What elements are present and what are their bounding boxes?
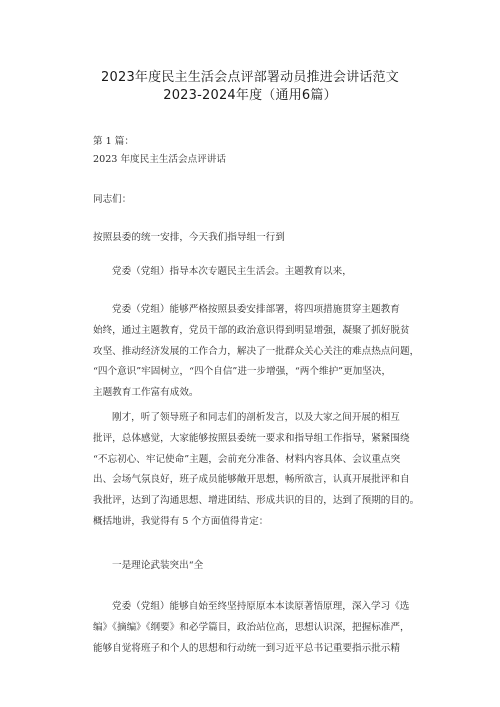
paragraph-line: 能够自觉将班子和个人的思想和行动统一到习近平总书记重要指示批示精 <box>93 642 400 654</box>
paragraph-line: 一是理论武装突出“全 <box>112 560 204 571</box>
paragraph-line: 攻坚、推动经济发展的工作合力，解决了一批群众关心关注的难点热点问题， <box>93 345 420 357</box>
section-label: 第 1 篇： <box>93 136 134 147</box>
paragraph-4 <box>93 408 420 533</box>
paragraph-line: 刚才，听了领导班子和同志们的剖析发言，以及大家之间开展的相互 <box>112 412 400 423</box>
paragraph-line: 批评，总体感觉，大家能够按照县委统一要求和指导组工作指导，紧紧围绕 <box>93 432 410 444</box>
document-title: 2023年度民主生活会点评部署动员推进会讲话范文 <box>101 70 399 85</box>
paragraph-1 <box>93 228 417 249</box>
paragraph-line: 党委（党组）能够自始至终坚持原原本本读原著悟原理，深入学习《选 <box>112 601 410 612</box>
paragraph-line: 编》《摘编》《纲要》和必学篇目，政治站位高，思想认识深，把握标准严， <box>93 621 410 633</box>
paragraph-line: “不忘初心、牢记使命”主题，会前充分准备、材料内容具体、会议重点突 <box>93 453 401 465</box>
paragraph-line: 我批评，达到了沟通思想、增进团结、形成共识的目的，达到了预期的目的。 <box>93 495 420 507</box>
salutation: 同志们： <box>93 194 132 205</box>
paragraph-line: 主题教育工作富有成效。 <box>93 387 199 399</box>
section-title: 2023 年度民主生活会点评讲话 <box>93 154 226 165</box>
paragraph-line: “四个意识”牢固树立，“四个自信”进一步增强，“两个维护”更加坚决， <box>93 366 392 378</box>
paragraph-line: 出、会场气氛良好，班子成员能够敞开思想，畅所欲言，认真开展批评和自 <box>93 474 410 486</box>
paragraph-line: 按照县委的统一安排，今天我们指导组一行到 <box>93 232 285 243</box>
paragraph-line: 概括地讲，我觉得有 5 个方面值得肯定： <box>93 515 269 527</box>
paragraph-line: 党委（党组）能够严格按照县委安排部署，将四项措施贯穿主题教育 <box>112 304 400 315</box>
paragraph-line: 党委（党组）指导本次专题民主生活会。主题教育以来， <box>112 266 352 277</box>
paragraph-line: 始终，通过主题教育，党员干部的政治意识得到明显增强，凝聚了抓好脱贫 <box>93 324 410 336</box>
paragraph-6 <box>93 597 417 659</box>
paragraph-2 <box>93 262 417 283</box>
document-subtitle: 2023-2024年度（通用6篇） <box>163 88 337 103</box>
paragraph-5 <box>93 556 417 577</box>
paragraph-3 <box>93 300 420 404</box>
